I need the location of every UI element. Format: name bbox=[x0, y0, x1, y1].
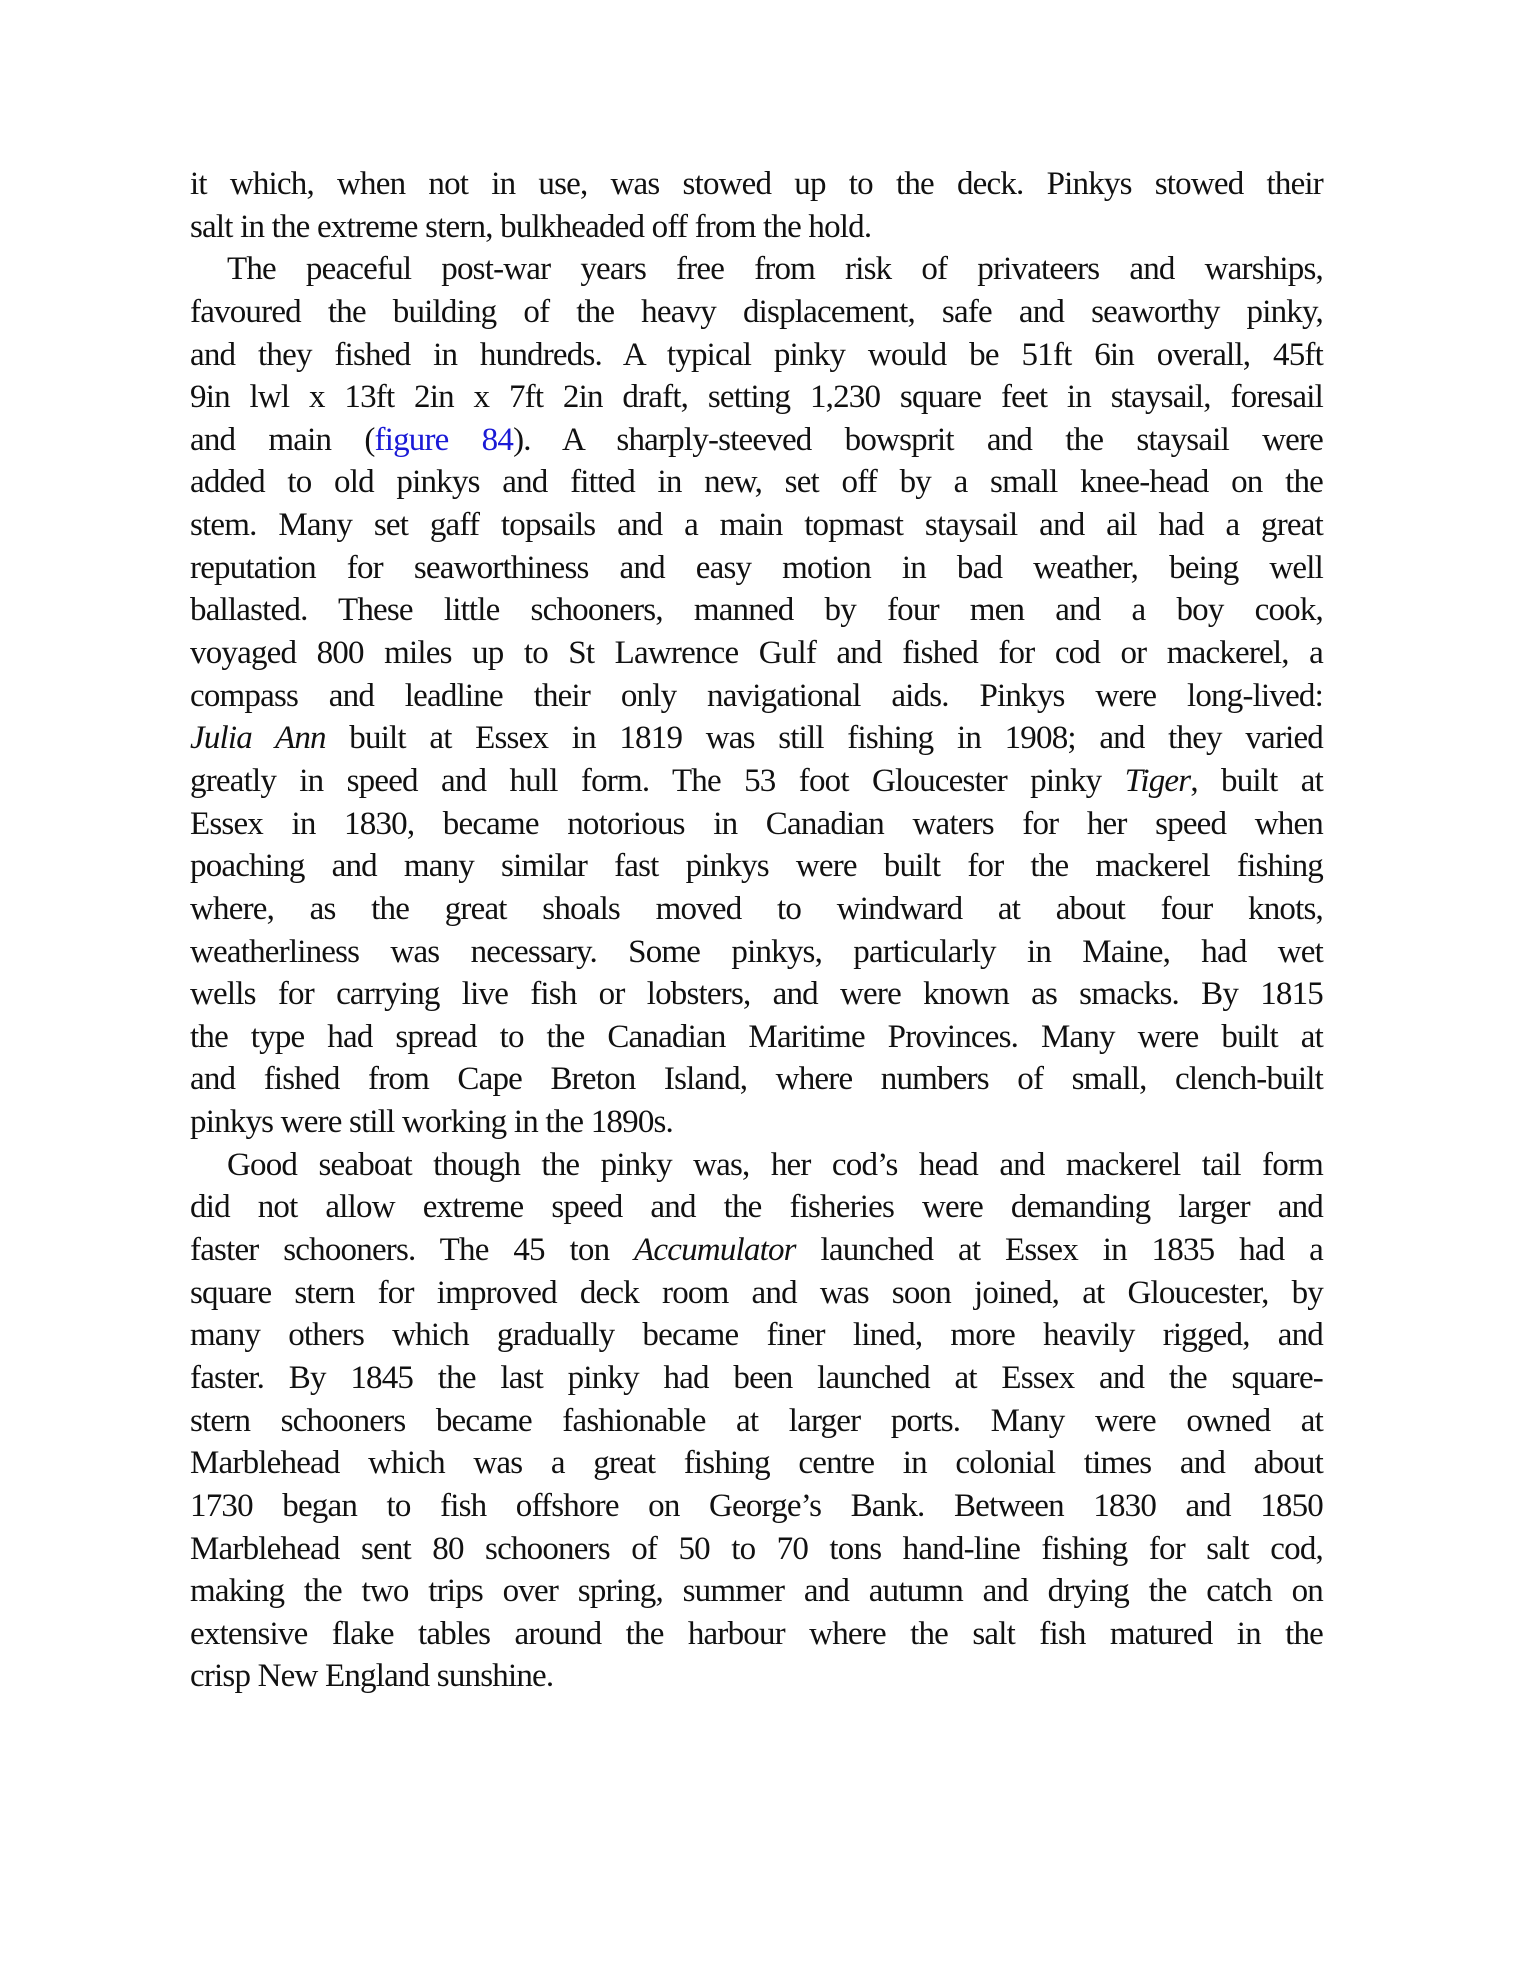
italic-text: Accumulator bbox=[634, 1232, 796, 1269]
text-segment: making the two trips over spring, summer and autumn and drying the catch on bbox=[190, 1573, 1323, 1610]
page-body-text bbox=[190, 163, 1323, 1698]
text-segment: poaching and many similar fast pinkys were built for the mackerel fishing bbox=[190, 848, 1323, 885]
text-segment: it which, when not in use, was stowed up to the deck. Pinkys stowed their bbox=[190, 166, 1323, 202]
text-line bbox=[190, 803, 1323, 846]
italic-text: Tiger bbox=[1124, 762, 1191, 799]
text-line bbox=[190, 1528, 1323, 1571]
text-line bbox=[190, 206, 1323, 249]
text-segment: weatherliness was necessary. Some pinkys, particularly in Maine, had wet bbox=[190, 933, 1323, 970]
text-line bbox=[190, 1400, 1323, 1443]
text-segment: The peaceful post-war years free from risk of privateers and warships, bbox=[227, 251, 1323, 288]
text-line bbox=[190, 1186, 1323, 1229]
text-segment: Marblehead sent 80 schooners of 50 to 70 tons hand-line fishing for salt cod, bbox=[190, 1530, 1323, 1567]
paragraph bbox=[190, 163, 1323, 248]
text-segment: extensive flake tables around the harbour where the salt fish matured in the bbox=[190, 1615, 1323, 1652]
text-segment: greatly in speed and hull form. The 53 foot Gloucester pinky bbox=[190, 762, 1125, 799]
text-segment: , built at bbox=[1190, 762, 1323, 799]
text-line bbox=[190, 1016, 1323, 1059]
text-line bbox=[190, 1485, 1323, 1528]
text-segment: compass and leadline their only navigational aids. Pinkys were long-lived: bbox=[190, 677, 1323, 714]
text-segment: built at Essex in 1819 was still fishing in 1908; and they varied bbox=[325, 720, 1323, 757]
italic-text: Julia Ann bbox=[190, 720, 326, 757]
text-segment: faster. By 1845 the last pinky had been launched at Essex and the square- bbox=[190, 1359, 1323, 1396]
text-segment: where, as the great shoals moved to windward at about four knots, bbox=[190, 890, 1323, 927]
text-segment: voyaged 800 miles up to St Lawrence Gulf and fished for cod or mackerel, a bbox=[190, 635, 1323, 672]
text-line bbox=[190, 1442, 1323, 1485]
text-line bbox=[190, 248, 1323, 291]
text-line bbox=[190, 931, 1323, 974]
text-segment: crisp New England sunshine. bbox=[190, 1658, 554, 1695]
text-line bbox=[190, 1101, 1323, 1144]
text-line bbox=[190, 163, 1323, 206]
text-line bbox=[190, 888, 1323, 931]
text-segment: 9in lwl x 13ft 2in x 7ft 2in draft, setting 1,230 square feet in staysail, foresail bbox=[190, 379, 1323, 416]
text-segment: salt in the extreme stern, bulkheaded off from the hold. bbox=[190, 208, 872, 245]
text-line bbox=[190, 334, 1323, 377]
text-segment: favoured the building of the heavy displacement, safe and seaworthy pinky, bbox=[190, 293, 1323, 330]
text-line bbox=[190, 973, 1323, 1016]
text-line bbox=[190, 632, 1323, 675]
text-line bbox=[190, 547, 1323, 590]
text-line bbox=[190, 717, 1323, 760]
paragraph bbox=[190, 248, 1323, 1143]
text-segment: ). A sharply-steeved bowsprit and the staysail were bbox=[513, 421, 1323, 458]
text-segment: ballasted. These little schooners, manned by four men and a boy cook, bbox=[190, 592, 1323, 629]
text-line bbox=[190, 1272, 1323, 1315]
text-segment: reputation for seaworthiness and easy motion in bad weather, being well bbox=[190, 549, 1323, 586]
text-line bbox=[190, 1613, 1323, 1656]
text-segment: Essex in 1830, became notorious in Canadian waters for her speed when bbox=[190, 805, 1323, 842]
text-line bbox=[190, 504, 1323, 547]
text-line bbox=[190, 1314, 1323, 1357]
text-line bbox=[190, 1058, 1323, 1101]
text-segment: Good seaboat though the pinky was, her cod’s head and mackerel tail form bbox=[227, 1146, 1323, 1183]
text-line bbox=[190, 1357, 1323, 1400]
text-line bbox=[190, 461, 1323, 504]
text-line bbox=[190, 1570, 1323, 1613]
text-segment: wells for carrying live fish or lobsters, and were known as smacks. By 1815 bbox=[190, 976, 1323, 1013]
text-line bbox=[190, 589, 1323, 632]
text-segment: stern schooners became fashionable at larger ports. Many were owned at bbox=[190, 1402, 1323, 1439]
text-segment: faster schooners. The 45 ton bbox=[190, 1232, 635, 1269]
text-segment: added to old pinkys and fitted in new, set off by a small knee-head on the bbox=[190, 464, 1323, 501]
text-segment: the type had spread to the Canadian Maritime Provinces. Many were built at bbox=[190, 1018, 1323, 1055]
text-line bbox=[190, 1229, 1323, 1272]
text-line bbox=[190, 675, 1323, 718]
text-line bbox=[190, 760, 1323, 803]
paragraph bbox=[190, 1144, 1323, 1698]
text-line bbox=[190, 1655, 1323, 1698]
text-segment: and fished from Cape Breton Island, where numbers of small, clench-built bbox=[190, 1061, 1323, 1098]
figure-link[interactable]: figure 84 bbox=[374, 421, 514, 458]
text-line bbox=[190, 419, 1323, 462]
text-segment: and they fished in hundreds. A typical pinky would be 51ft 6in overall, 45ft bbox=[190, 336, 1323, 373]
text-segment: launched at Essex in 1835 had a bbox=[795, 1232, 1323, 1269]
text-segment: Marblehead which was a great fishing centre in colonial times and about bbox=[190, 1445, 1323, 1482]
text-line bbox=[190, 376, 1323, 419]
text-segment: and main ( bbox=[190, 421, 375, 458]
text-segment: many others which gradually became finer lined, more heavily rigged, and bbox=[190, 1317, 1323, 1354]
text-segment: stem. Many set gaff topsails and a main topmast staysail and ail had a great bbox=[190, 507, 1323, 544]
text-segment: square stern for improved deck room and was soon joined, at Gloucester, by bbox=[190, 1274, 1323, 1311]
text-line bbox=[190, 291, 1323, 334]
text-segment: did not allow extreme speed and the fisheries were demanding larger and bbox=[190, 1189, 1323, 1226]
text-line bbox=[190, 1144, 1323, 1187]
text-line bbox=[190, 845, 1323, 888]
text-segment: pinkys were still working in the 1890s. bbox=[190, 1104, 674, 1141]
text-segment: 1730 began to fish offshore on George’s Bank. Between 1830 and 1850 bbox=[190, 1487, 1323, 1524]
